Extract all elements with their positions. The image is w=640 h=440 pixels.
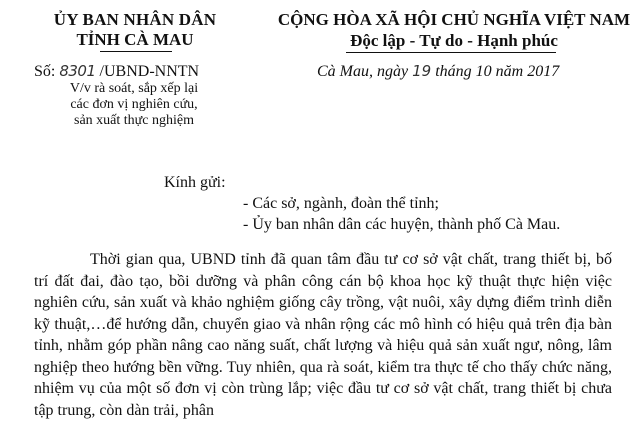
motto-underline xyxy=(346,52,556,53)
document-date xyxy=(317,62,559,81)
date-day-handwritten: 19 xyxy=(412,62,432,80)
issuing-agency-line2: TỈNH CÀ MAU xyxy=(76,30,194,49)
body-paragraph: Thời gian qua, UBND tỉnh đã quan tâm đầu tư cơ sở vật chất, trang thiết bị, bố trí đất đai, đào tạo, bồi dưỡng và phân công cán bộ khoa học kỹ thuật thực hiện việc nghiên cứu, sản xuất và khảo nghiệm giống cây trồng, vật nuôi, xây dựng điểm trình diễn kỹ thuật,…để hướng dẫn, chuyển giao và nhân rộng các mô hình có hiệu quả trên địa bàn tỉnh, nhằm góp phần nâng cao năng suất, chất lượng và hiệu quả sản xuất ngư, nông, lâm nghiệp theo hướng bền vững. Tuy nhiên, qua rà soát, kiểm tra thực tế cho thấy chức năng, nhiệm vụ của một số đơn vị còn trùng lắp; việc đầu tư cơ sở vật chất, trang thiết bị chưa tập trung, còn dàn trải, phân xyxy=(34,251,612,419)
document-number xyxy=(34,62,199,81)
agency-underline xyxy=(100,51,172,52)
date-suffix: tháng 10 năm 2017 xyxy=(431,63,560,80)
document-number-prefix: Số: xyxy=(34,63,60,80)
date-prefix: Cà Mau, ngày xyxy=(317,63,413,80)
national-motto: Độc lập - Tự do - Hạnh phúc xyxy=(350,31,558,50)
greeting-label: Kính gửi: xyxy=(164,174,226,191)
national-title: CỘNG HÒA XÃ HỘI CHỦ NGHĨA VIỆT NAM xyxy=(277,10,631,29)
document-subject: V/v rà soát, sắp xếp lại các đơn vị nghiên cứu, sản xuất thực nghiệm xyxy=(69,81,199,128)
recipient-item: - Ủy ban nhân dân các huyện, thành phố Cà Mau. xyxy=(243,216,561,233)
document-number-handwritten: 8301 xyxy=(59,62,96,80)
recipient-item: - Các sở, ngành, đoàn thể tỉnh; xyxy=(243,195,439,212)
document-number-suffix: /UBND-NNTN xyxy=(95,63,200,80)
issuing-agency-line1: ỦY BAN NHÂN DÂN xyxy=(53,10,217,29)
